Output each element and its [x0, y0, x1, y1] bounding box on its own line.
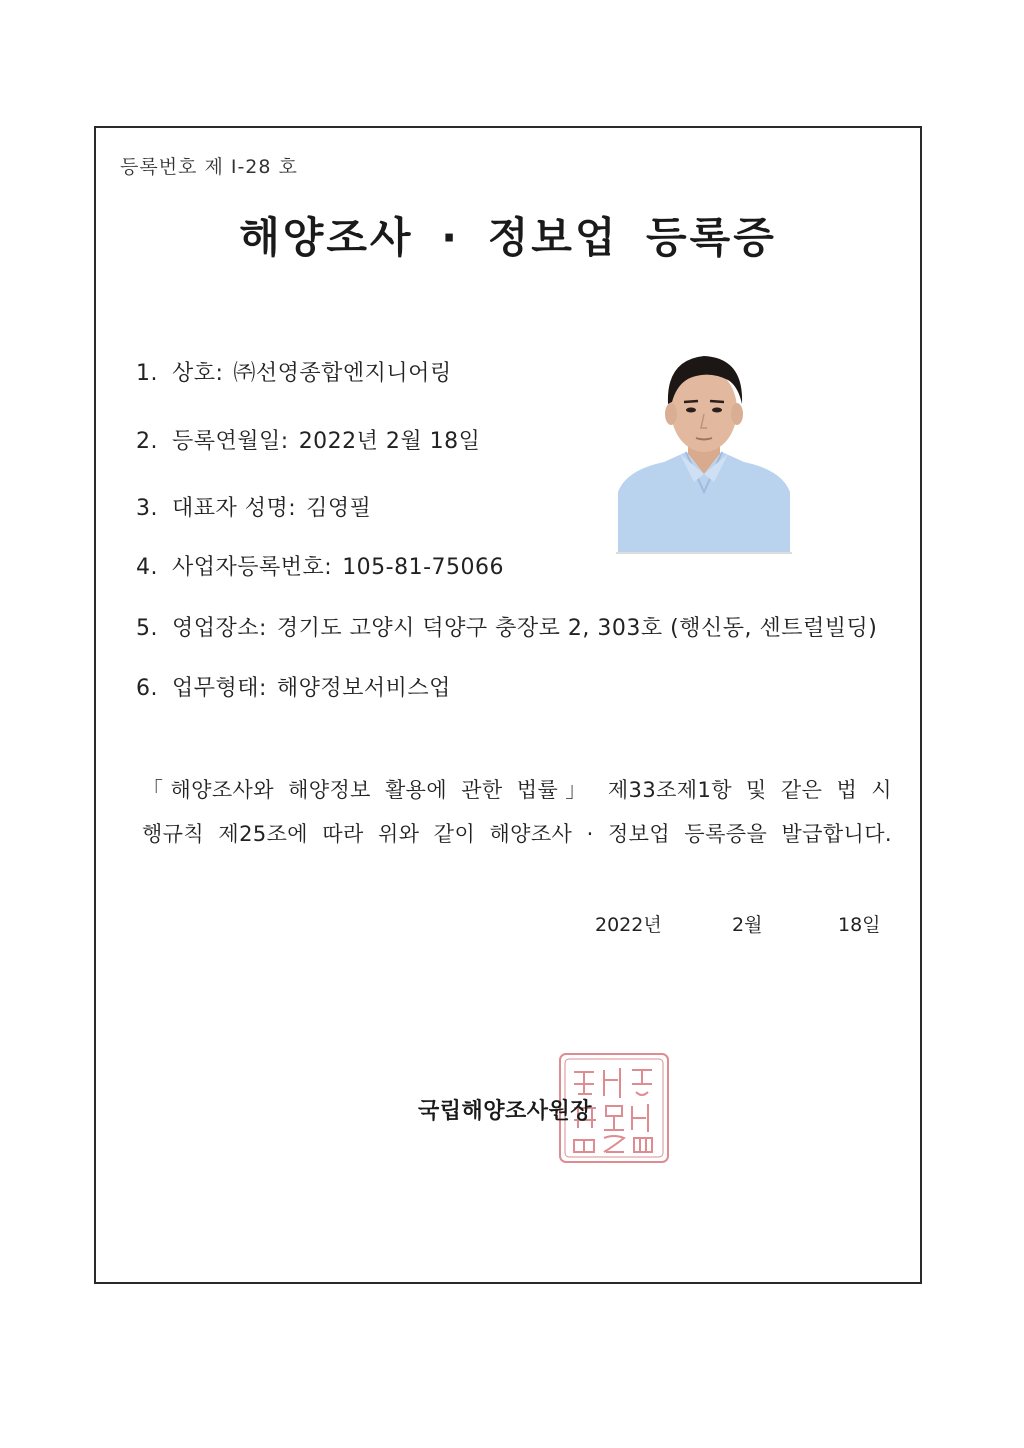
item-number: 1. — [136, 361, 158, 386]
item-registration-date — [136, 424, 480, 455]
item-value: 김영필 — [306, 496, 372, 521]
item-number: 2. — [136, 429, 158, 454]
item-number: 6. — [136, 676, 158, 701]
issue-month: 2월 — [732, 914, 763, 936]
item-company-name — [136, 356, 452, 387]
item-value: 경기도 고양시 덕양구 충장로 2, 303호 (행신동, 센트럴빌딩) — [276, 616, 878, 641]
item-label: 영업장소: — [172, 616, 267, 641]
item-label: 상호: — [172, 361, 224, 386]
item-label: 업무형태: — [172, 676, 267, 701]
item-value: 2022년 2월 18일 — [298, 429, 481, 454]
item-business-location — [136, 611, 877, 642]
statement-line-1: 「해양조사와 해양정보 활용에 관한 법률」 제33조제1항 및 같은 법 시 — [142, 778, 892, 802]
representative-photo — [616, 342, 792, 556]
item-label: 등록연월일: — [172, 429, 289, 454]
item-number: 3. — [136, 496, 158, 521]
item-value: 해양정보서비스업 — [276, 676, 451, 701]
certificate-title: 해양조사 · 정보업 등록증 — [239, 213, 777, 262]
statement-line-2: 행규칙 제25조에 따라 위와 같이 해양조사 · 정보업 등록증을 발급합니다. — [142, 822, 892, 846]
item-value: 105-81-75066 — [342, 555, 505, 580]
issue-day: 18일 — [838, 914, 881, 936]
item-number: 5. — [136, 616, 158, 641]
item-number: 4. — [136, 555, 158, 580]
issue-year: 2022년 — [595, 914, 662, 936]
issuer-name: 국립해양조사원장 — [418, 1099, 593, 1124]
registration-number: 등록번호 제 I-28 호 — [120, 156, 298, 178]
item-business-type — [136, 671, 451, 702]
item-label: 사업자등록번호: — [172, 555, 333, 580]
item-business-number — [136, 550, 504, 581]
item-label: 대표자 성명: — [172, 496, 297, 521]
item-representative — [136, 491, 371, 522]
item-value: ㈜선영종합엔지니어링 — [233, 361, 452, 386]
